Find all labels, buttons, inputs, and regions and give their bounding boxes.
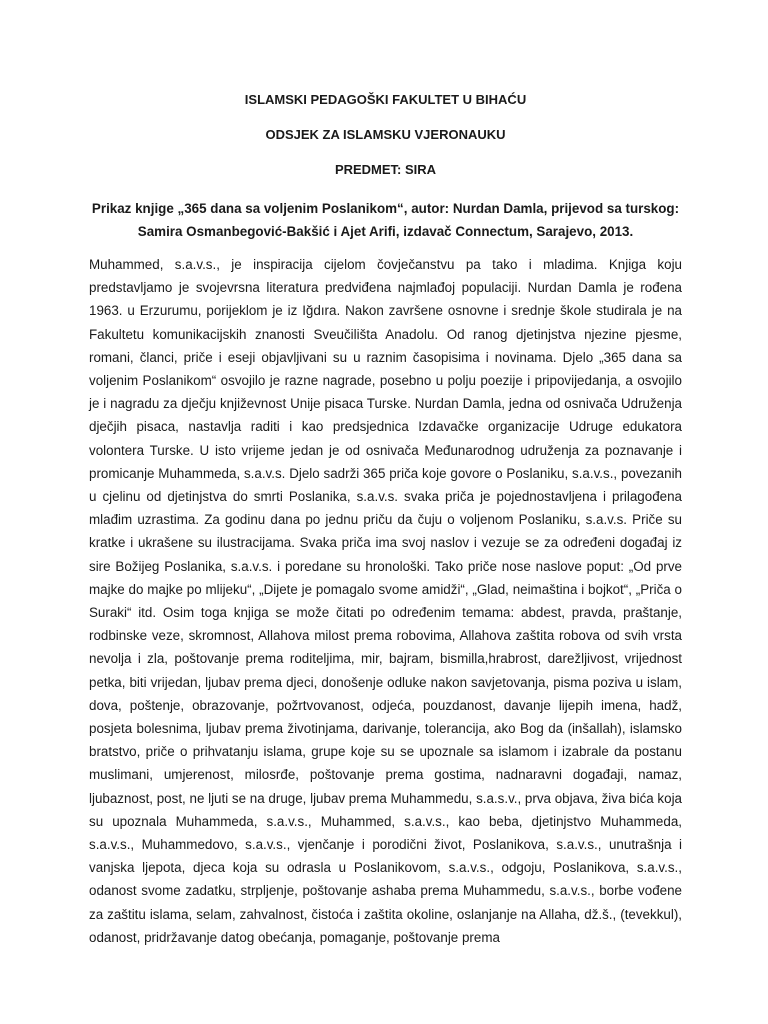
faculty-heading: ISLAMSKI PEDAGOŠKI FAKULTET U BIHAĆU: [244, 92, 527, 107]
review-title: [89, 197, 682, 243]
review-title-line-2: Samira Osmanbegović-Bakšić i Ajet Arifi, izdavač Connectum, Sarajevo, 2013.: [137, 224, 634, 239]
subject-heading: PREDMET: SIRA: [334, 162, 437, 177]
department-heading: ODSJEK ZA ISLAMSKU VJERONAUKU: [265, 127, 506, 142]
review-title-line-1: Prikaz knjige „365 dana sa voljenim Poslanikom“, autor: Nurdan Damla, prijevod sa turskog:: [91, 201, 680, 216]
review-body-paragraph: Muhammed, s.a.v.s., je inspiracija cijelom čovječanstvu pa tako i mladima. Knjiga koju predstavljamo je svojevrsna literatura predviđena najmlađoj populaciji. Nurdan Damla je rođena 1963. u Erzurumu, porijeklom je iz Iğdıra. Nakon završene osnovne i srednje škole studirala je na Fakultetu komunikacijskih znanosti Sveučilišta Anadolu. Od ranog djetinjstva njezine pjesme, romani, članci, priče i eseji objavljivani su u raznim časopisima i novinama. Djelo „365 dana sa voljenim Poslanikom“ osvojilo je razne nagrade, posebno u polju poezije i pripovijedanja, a osvojilo je i nagradu za dječju književnost Unije pisaca Turske. Nurdan Damla, jedna od osnivača Udruženja dječjih pisaca, nastavlja raditi i kao predsjednica Izdavačke organizacije Udruge edukatora volontera Turske. U isto vrijeme jedan je od osnivača Međunarodnog udruženja za poznavanje i promicanje Muhammeda, s.a.v.s. Djelo sadrži 365 priča koje govore o Poslaniku, s.a.v.s., povezanih u cjelinu od djetinjstva do smrti Poslanika, s.a.v.s. svaka priča je pojednostavljena i prilagođena mlađim uzrastima. Za godinu dana po jednu priču da čuju o voljenom Poslaniku, s.a.v.s. Priče su kratke i ukrašene su ilustracijama. Svaka priča ima svoj naslov i vezuje se za određeni događaj iz sire Božijeg Poslanika, s.a.v.s. i poredane su hronološki. Tako priče nose naslove poput: „Od prve majke do majke po mlijeku“, „Dijete je pomagalo svome amidži“, „Glad, neimaština i bojkot“, „Priča o Suraki“ itd. Osim toga knjiga se može čitati po određenim temama: abdest, pravda, praštanje, rodbinske veze, skromnost, Allahova milost prema robovima, Allahova zaštita robova od svih vrsta nevolja i zla, poštovanje prema roditeljima, mir, bajram, bismilla,hrabrost, darežljivost, vrijednost petka, biti vrijedan, ljubav prema djeci, donošenje odluke nakon savjetovanja, pisma poziva u islam, dova, poštenje, obrazovanje, požrtvovanost, odjeća, pouzdanost, davanje lijepih imena, hadž, posjeta bolesnima, ljubav prema životinjama, darivanje, tolerancija, ako Bog da (inšallah), islamsko bratstvo, priče o prihvatanju islama, grupe koje su se upoznale sa islamom i izabrale da postanu muslimani, umjerenost, milosrđe, poštovanje prema gostima, nadnaravni događaji, namaz, ljubaznost, post, ne ljuti se na druge, ljubav prema Muhammedu, s.a.s.v., prva objava, živa bića koja su upoznala Muhammeda, s.a.v.s., Muhammed, s.a.v.s., kao beba, djetinjstvo Muhammeda, s.a.v.s., Muhammedovo, s.a.v.s., vjenčanje i porodični život, Poslanikova, s.a.v.s., unutrašnja i vanjska ljepota, djeca koja su odrasla u Poslanikovom, s.a.v.s., odgoju, Poslanikova, s.a.v.s., odanost svome zadatku, strpljenje, poštovanje ashaba prema Muhammedu, s.a.v.s., borbe vođene za zaštitu islama, selam, zahvalnost, čistoća i zaštita okoline, oslanjanje na Allaha, dž.š., (tevekkul), odanost, pridržavanje datog obećanja, pomaganje, poštovanje prema: [89, 257, 682, 945]
